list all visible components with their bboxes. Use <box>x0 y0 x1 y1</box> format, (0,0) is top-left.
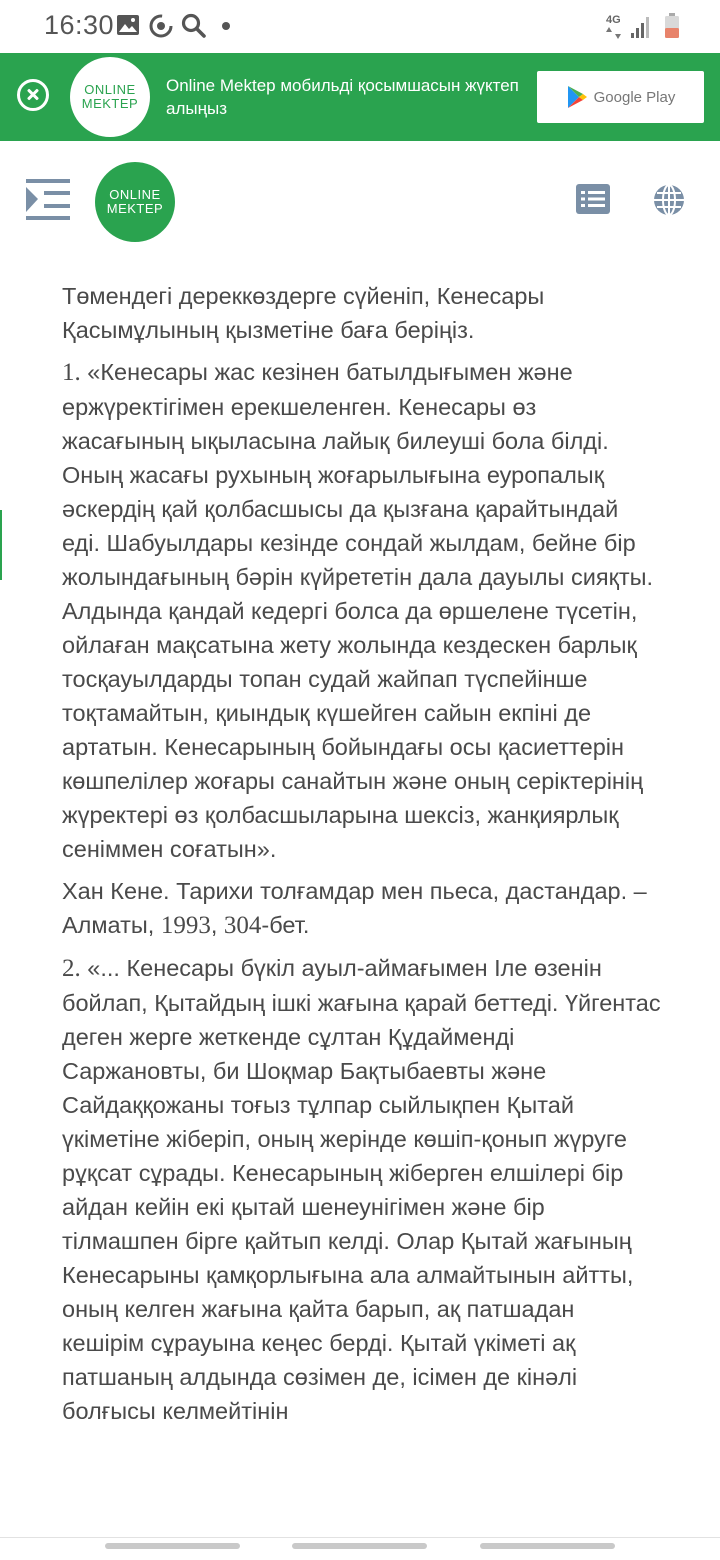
citation <box>62 874 662 943</box>
banner-logo-line1: ONLINE <box>84 82 136 97</box>
source-2-text: «... Кенесары бүкіл ауыл-аймағымен Іле өзенін бойлап, Қытайдың ішкі жағына қарай беттеді. Үйгентас деген жерге жеткенде сұлтан Құдайменді Саржановты, би Шоқмар Бақтыбаевты және Сайдаққожаны тоғыз тұлпар сыйлықпен Қытай үкіметіне жіберіп, оның жерінде көшіп-қонып жүруге рұқсат сұрады. Кенесарының жіберген елшілері бір айдан кейін екі қытай шенеунігімен және бір тілмашпен бірге қайтып келді. Олар Қытай жағының Кенесарыны қамқорлығына ала алмайтынын айтты, оның келген жағына қайта барып, ақ патшадан кешірім сұрауына кеңес берді. Қытай үкіметі ақ патшаның алдында сөзімен де, ісімен де кінәлі болғысы келмейтінін <box>62 955 661 1424</box>
google-play-icon <box>566 85 588 109</box>
search-icon <box>181 13 207 39</box>
banner-logo <box>70 57 150 137</box>
status-time: 16:30 <box>44 10 115 40</box>
list-icon[interactable] <box>576 184 610 214</box>
citation-pages: 304 <box>223 912 262 939</box>
google-play-button[interactable] <box>537 71 704 123</box>
nav-home-bar[interactable] <box>292 1543 427 1549</box>
signal-icon <box>630 15 652 39</box>
citation-suffix: -бет. <box>261 912 310 938</box>
intro-paragraph: Төмендегі дереккөздерге сүйеніп, Кенесары Қасымұлының қызметіне баға беріңіз. <box>62 283 545 343</box>
google-play-label: Google Play <box>593 88 676 106</box>
bottom-divider <box>0 1537 720 1538</box>
image-icon <box>116 14 140 36</box>
citation-text: Хан Кене. Тарихи толғамдар мен пьеса, дастандар. – Алматы, <box>62 878 647 938</box>
close-icon[interactable] <box>17 79 49 111</box>
source-1-text: «Кенесары жас кезінен батылдығымен және ержүректігімен ерекшеленген. Кенесары өз жасағының ықыласына лайық билеуші бола білді. Оның жасағы рухының жоғарылығына еуропалық әскердің қай қолбасшысы да қызғана қарайтындай еді. Шабуылдары кезінде сондай жылдам, бейне бір жолындағының бәрін күйрететін дала дауылы сияқты. Алдында қандай кедергі болса да өршелене түсетін, ойлаған мақсатына жету жолында кездескен барлық тосқауылдарды топан судай жайпап түспейінше тоқтамайтын, қиындық күшейген сайын екпіні де артатын. Кенесарының бойындағы осы қасиеттерін көшпелілер жоғары санайтын және оның серіктерінің жүректері өз қолбасшыларына шексіз, жанқиярлық сеніммен соғатын». <box>62 359 654 862</box>
site-header <box>0 141 720 261</box>
battery-icon <box>664 13 680 39</box>
network-label: 4G <box>606 14 621 26</box>
source-1 <box>62 355 662 866</box>
app-download-banner <box>0 53 720 141</box>
source-1-number: 1. <box>62 359 81 386</box>
status-bar <box>0 0 720 53</box>
site-logo-line1: ONLINE <box>109 187 161 202</box>
source-2 <box>62 951 662 1428</box>
nav-back-bar[interactable] <box>105 1543 240 1549</box>
banner-logo-line2: MEKTEP <box>81 96 139 111</box>
banner-text: Online Mektep мобильді қосымшасын жүктеп алыңыз <box>166 76 519 118</box>
data-arrows-icon <box>606 27 624 39</box>
menu-indent-icon[interactable] <box>26 179 70 221</box>
edge-marker <box>0 510 2 580</box>
site-logo-line2: MEKTEP <box>106 201 164 216</box>
citation-year: 1993 <box>160 912 211 939</box>
site-logo[interactable] <box>95 162 175 242</box>
globe-icon[interactable] <box>652 183 686 217</box>
dot-icon <box>222 22 230 30</box>
source-2-number: 2. <box>62 955 81 982</box>
article-content <box>62 279 662 1536</box>
sync-icon <box>148 13 174 39</box>
nav-recents-bar[interactable] <box>480 1543 615 1549</box>
citation-sep: , <box>210 912 224 938</box>
